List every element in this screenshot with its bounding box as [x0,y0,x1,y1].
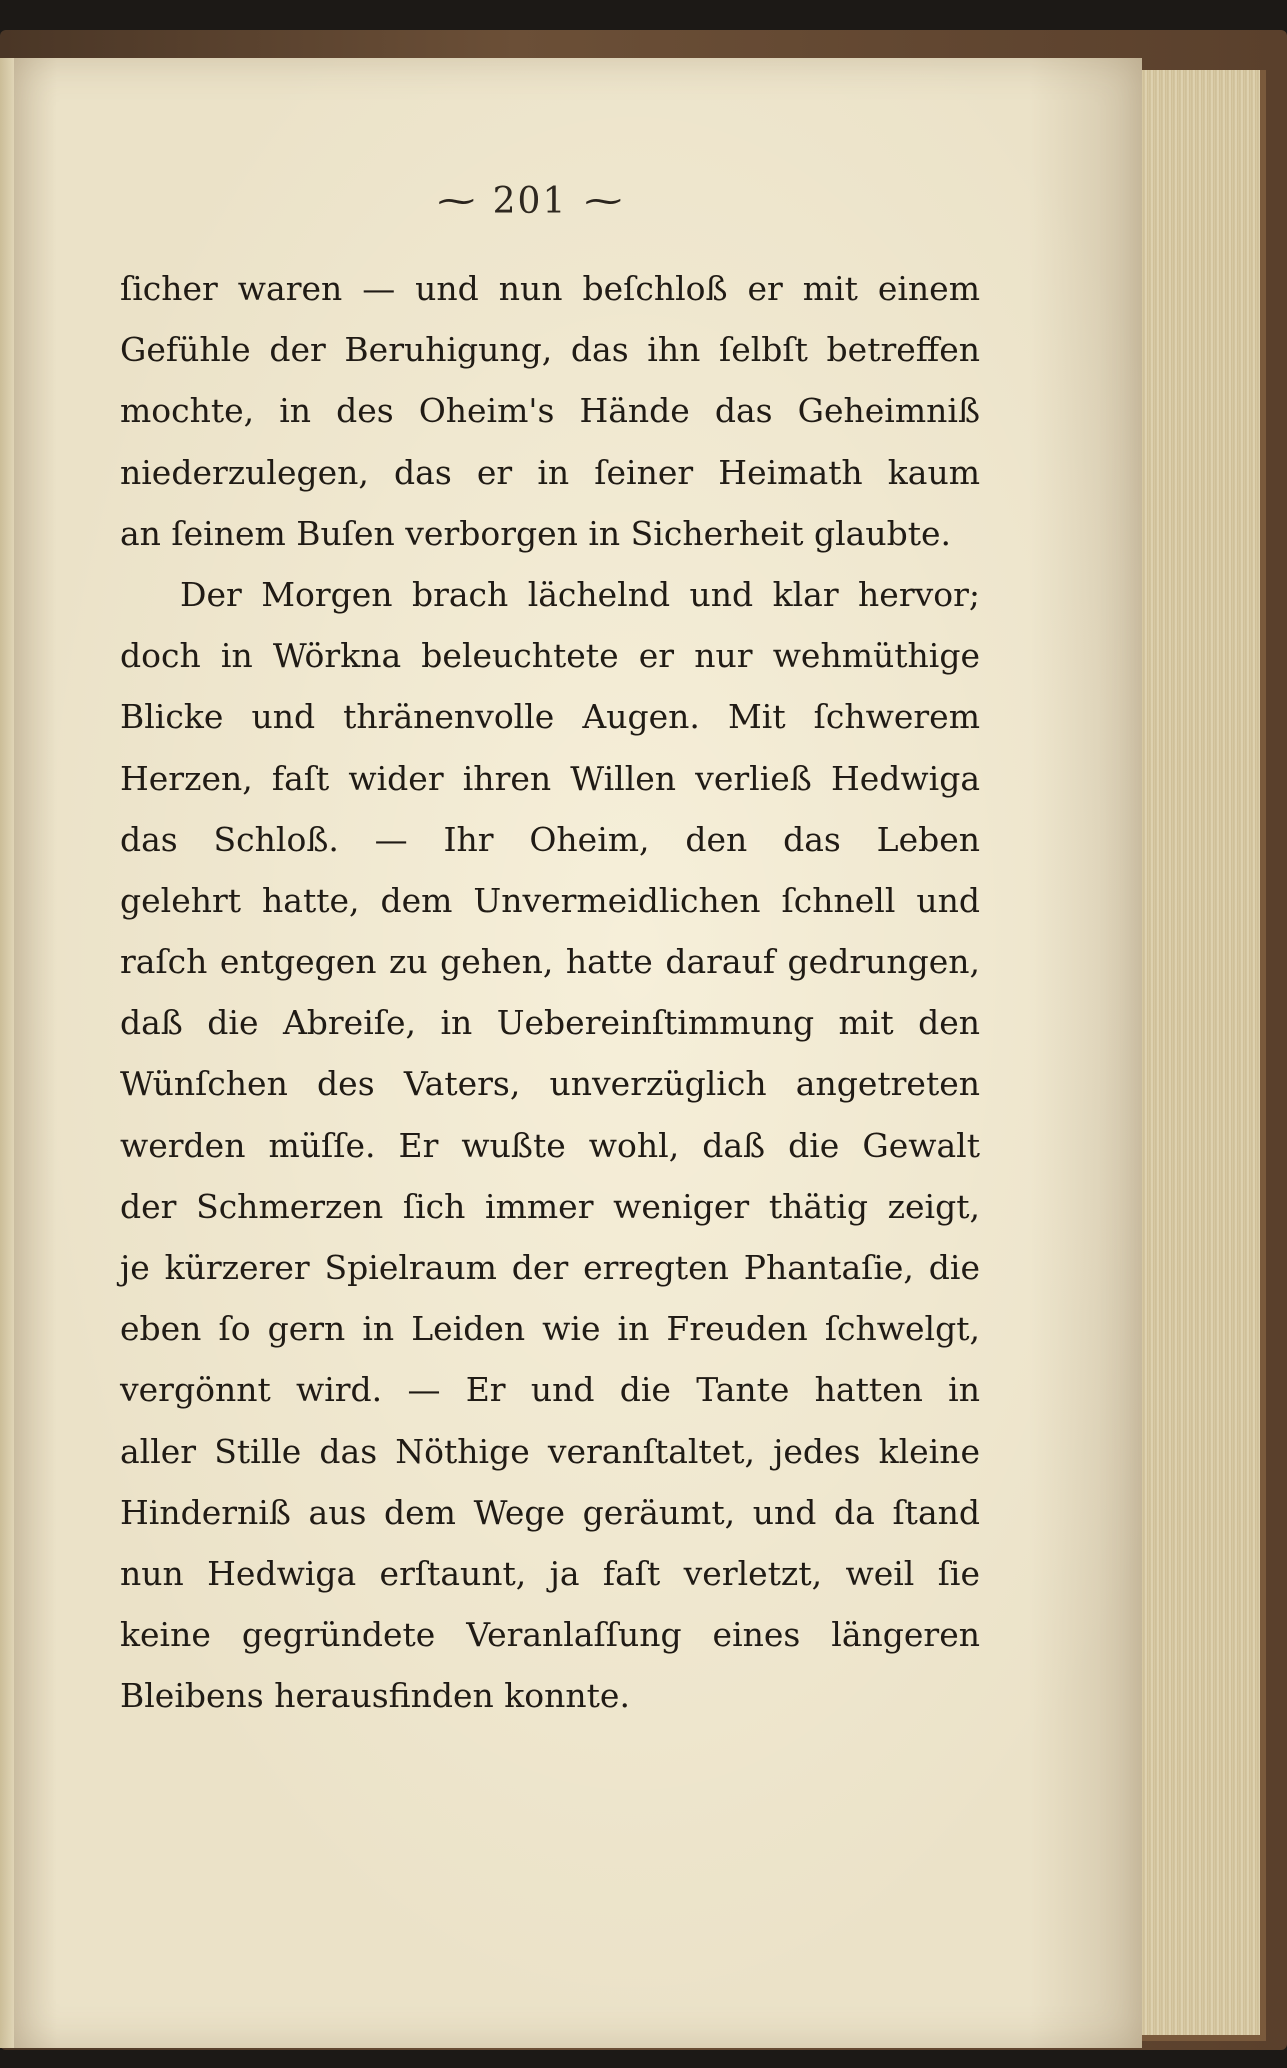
text-line: werden müſſe. Er wußte wohl, daß die Gewalt [120,1125,980,1165]
text-line: der Schmerzen ſich immer weniger thätig zeigt, [120,1186,980,1226]
text-line: Bleibens herausfinden konnte. [120,1676,630,1716]
text-line: Herzen, faſt wider ihren Willen verließ Hedwiga [120,758,980,798]
text-line: an ſeinem Buſen verborgen in Sicherheit glaubte. [120,513,951,553]
text-line: mochte, in des Oheim's Hände das Geheimniß [120,391,980,431]
ornament-left-icon: ~ [433,181,480,221]
text-line: Wünſchen des Vaters, unverzüglich angetreten [120,1064,980,1104]
text-line: raſch entgegen zu gehen, hatte darauf gedrungen, [120,942,980,982]
text-line: keine gegründete Veranlaſſung eines längeren [120,1615,980,1655]
text-line: Der Morgen brach lächelnd und klar hervor; [180,574,980,614]
text-line: nun Hedwiga erſtaunt, ja faſt verletzt, weil ſie [120,1553,980,1593]
text-line: daß die Abreiſe, in Uebereinſtimmung mit den [120,1003,980,1043]
text-line: eben ſo gern in Leiden wie in Freuden ſchwelgt, [120,1309,980,1349]
text-line: das Schloß. — Ihr Oheim, den das Leben [120,819,980,859]
text-line: Hinderniß aus dem Wege geräumt, und da ſtand [120,1492,980,1532]
text-line: vergönnt wird. — Er und die Tante hatten in [120,1370,980,1410]
body-text [120,258,980,1727]
left-page-edge [0,58,14,2048]
page-edges [1142,70,1266,2041]
text-line: gelehrt hatte, dem Unvermeidlichen ſchnell und [120,880,980,920]
page-number: 201 [492,180,568,222]
ornament-right-icon: ~ [580,181,627,221]
page-header [400,176,660,226]
text-line: aller Stille das Nöthige veranſtaltet, jedes kleine [120,1431,980,1471]
text-line: ſicher waren — und nun beſchloß er mit einem [120,269,980,308]
text-line: Blicke und thränenvolle Augen. Mit ſchwerem [120,697,980,737]
text-line: je kürzerer Spielraum der erregten Phantaſie, die [120,1248,980,1287]
text-line: Gefühle der Beruhigung, das ihn ſelbſt betreffen [120,330,980,370]
text-line: doch in Wörkna beleuchtete er nur wehmüthige [120,636,980,676]
text-line: niederzulegen, das er in ſeiner Heimath kaum [120,452,980,492]
